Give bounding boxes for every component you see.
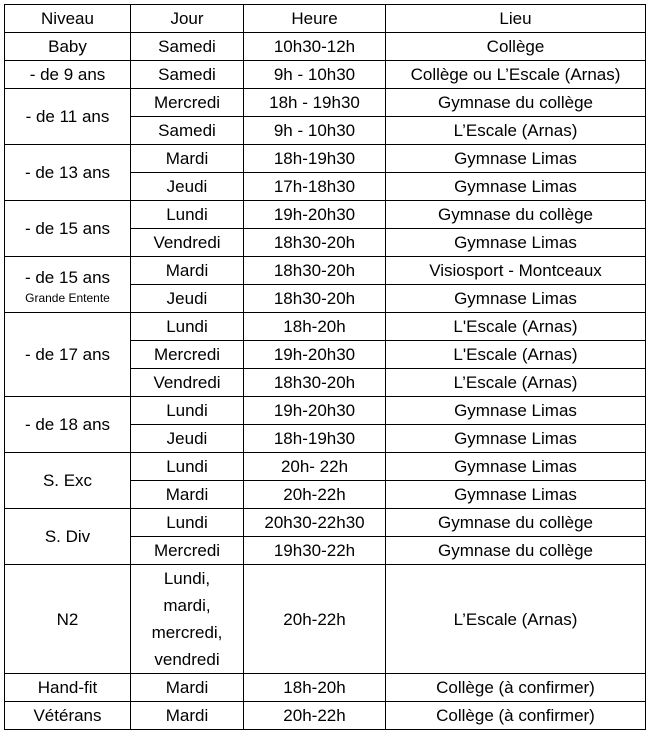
niveau-label: - de 15 ans <box>24 268 111 287</box>
niveau-label: - de 9 ans <box>29 65 106 84</box>
heure-cell: 18h - 19h30 <box>244 89 386 117</box>
jour-cell: Vendredi <box>131 369 244 397</box>
lieu-cell: Gymnase du collège <box>386 201 646 229</box>
lieu-cell: Gymnase Limas <box>386 229 646 257</box>
heure-cell: 20h-22h <box>244 565 386 674</box>
jour-cell: Samedi <box>131 117 244 145</box>
heure-cell: 20h- 22h <box>244 453 386 481</box>
niveau-cell <box>5 201 131 257</box>
niveau-cell <box>5 257 131 313</box>
heure-cell: 18h-20h <box>244 313 386 341</box>
jour-line: Lundi, <box>163 569 211 588</box>
niveau-label: - de 11 ans <box>25 107 110 126</box>
lieu-cell: L'Escale (Arnas) <box>386 313 646 341</box>
jour-cell: Samedi <box>131 61 244 89</box>
jour-cell: Mardi <box>131 674 244 702</box>
niveau-cell <box>5 61 131 89</box>
jour-cell: Vendredi <box>131 229 244 257</box>
lieu-cell: Gymnase Limas <box>386 453 646 481</box>
jour-cell <box>131 565 244 674</box>
niveau-cell <box>5 674 131 702</box>
jour-line: vendredi <box>154 650 220 669</box>
niveau-cell <box>5 509 131 565</box>
heure-cell: 18h-19h30 <box>244 145 386 173</box>
heure-cell: 9h - 10h30 <box>244 61 386 89</box>
table-row <box>5 702 646 730</box>
lieu-cell: Gymnase Limas <box>386 425 646 453</box>
lieu-cell: Collège (à confirmer) <box>386 674 646 702</box>
heure-cell: 19h-20h30 <box>244 397 386 425</box>
niveau-label: - de 18 ans <box>24 415 111 434</box>
niveau-subtitle: Grande Entente <box>25 291 110 305</box>
jour-cell: Mardi <box>131 702 244 730</box>
niveau-cell <box>5 702 131 730</box>
niveau-label: - de 17 ans <box>24 345 111 364</box>
niveau-cell <box>5 33 131 61</box>
lieu-cell: Collège ou L’Escale (Arnas) <box>386 61 646 89</box>
heure-cell: 20h-22h <box>244 702 386 730</box>
heure-cell: 18h30-20h <box>244 285 386 313</box>
niveau-cell <box>5 453 131 509</box>
table-row <box>5 257 646 285</box>
heure-cell: 19h30-22h <box>244 537 386 565</box>
heure-cell: 20h30-22h30 <box>244 509 386 537</box>
lieu-cell: L’Escale (Arnas) <box>386 565 646 674</box>
niveau-label: Vétérans <box>33 706 102 725</box>
header-jour: Jour <box>131 5 244 33</box>
heure-cell: 18h30-20h <box>244 369 386 397</box>
niveau-cell <box>5 145 131 201</box>
niveau-label: Hand-fit <box>37 678 98 697</box>
jour-cell: Mardi <box>131 481 244 509</box>
lieu-cell: L’Escale (Arnas) <box>386 369 646 397</box>
heure-cell: 18h30-20h <box>244 229 386 257</box>
lieu-cell: Gymnase Limas <box>386 173 646 201</box>
niveau-cell <box>5 89 131 145</box>
table-row <box>5 509 646 537</box>
heure-cell: 18h-19h30 <box>244 425 386 453</box>
jour-cell: Lundi <box>131 509 244 537</box>
table-row <box>5 397 646 425</box>
niveau-label: S. Exc <box>42 471 93 490</box>
table-row <box>5 453 646 481</box>
lieu-cell: Gymnase du collège <box>386 537 646 565</box>
jour-cell: Lundi <box>131 453 244 481</box>
lieu-cell: L'Escale (Arnas) <box>386 341 646 369</box>
header-row <box>5 5 646 33</box>
jour-cell: Mardi <box>131 257 244 285</box>
lieu-cell: Gymnase du collège <box>386 509 646 537</box>
jour-cell: Mercredi <box>131 89 244 117</box>
jour-cell: Lundi <box>131 313 244 341</box>
table-row <box>5 565 646 674</box>
schedule-table <box>4 4 646 730</box>
jour-cell: Jeudi <box>131 285 244 313</box>
header-heure: Heure <box>244 5 386 33</box>
jour-cell: Mercredi <box>131 341 244 369</box>
header-lieu: Lieu <box>386 5 646 33</box>
heure-cell: 17h-18h30 <box>244 173 386 201</box>
heure-cell: 18h-20h <box>244 674 386 702</box>
lieu-cell: Collège <box>386 33 646 61</box>
lieu-cell: Gymnase du collège <box>386 89 646 117</box>
lieu-cell: Collège (à confirmer) <box>386 702 646 730</box>
table-row <box>5 201 646 229</box>
jour-cell: Samedi <box>131 33 244 61</box>
heure-cell: 20h-22h <box>244 481 386 509</box>
jour-cell: Lundi <box>131 397 244 425</box>
niveau-cell <box>5 313 131 397</box>
jour-line: mercredi, <box>151 623 223 642</box>
niveau-label: - de 13 ans <box>24 163 111 182</box>
heure-cell: 10h30-12h <box>244 33 386 61</box>
heure-cell: 9h - 10h30 <box>244 117 386 145</box>
table-row <box>5 89 646 117</box>
lieu-cell: L’Escale (Arnas) <box>386 117 646 145</box>
jour-cell: Lundi <box>131 201 244 229</box>
jour-cell: Jeudi <box>131 425 244 453</box>
lieu-cell: Gymnase Limas <box>386 145 646 173</box>
table-row <box>5 674 646 702</box>
niveau-label: - de 15 ans <box>24 219 111 238</box>
table-row <box>5 61 646 89</box>
heure-cell: 19h-20h30 <box>244 201 386 229</box>
heure-cell: 19h-20h30 <box>244 341 386 369</box>
table-row <box>5 313 646 341</box>
niveau-label: S. Div <box>44 527 91 546</box>
lieu-cell: Gymnase Limas <box>386 285 646 313</box>
niveau-cell <box>5 565 131 674</box>
lieu-cell: Gymnase Limas <box>386 397 646 425</box>
jour-cell: Mardi <box>131 145 244 173</box>
niveau-label: N2 <box>56 609 79 629</box>
heure-cell: 18h30-20h <box>244 257 386 285</box>
lieu-cell: Gymnase Limas <box>386 481 646 509</box>
table-row <box>5 145 646 173</box>
table-row <box>5 33 646 61</box>
niveau-cell <box>5 397 131 453</box>
header-niveau: Niveau <box>5 5 131 33</box>
jour-cell: Mercredi <box>131 537 244 565</box>
jour-cell: Jeudi <box>131 173 244 201</box>
niveau-label: Baby <box>48 37 87 56</box>
lieu-cell: Visiosport - Montceaux <box>386 257 646 285</box>
jour-line: mardi, <box>163 596 211 615</box>
schedule-body <box>5 33 646 730</box>
